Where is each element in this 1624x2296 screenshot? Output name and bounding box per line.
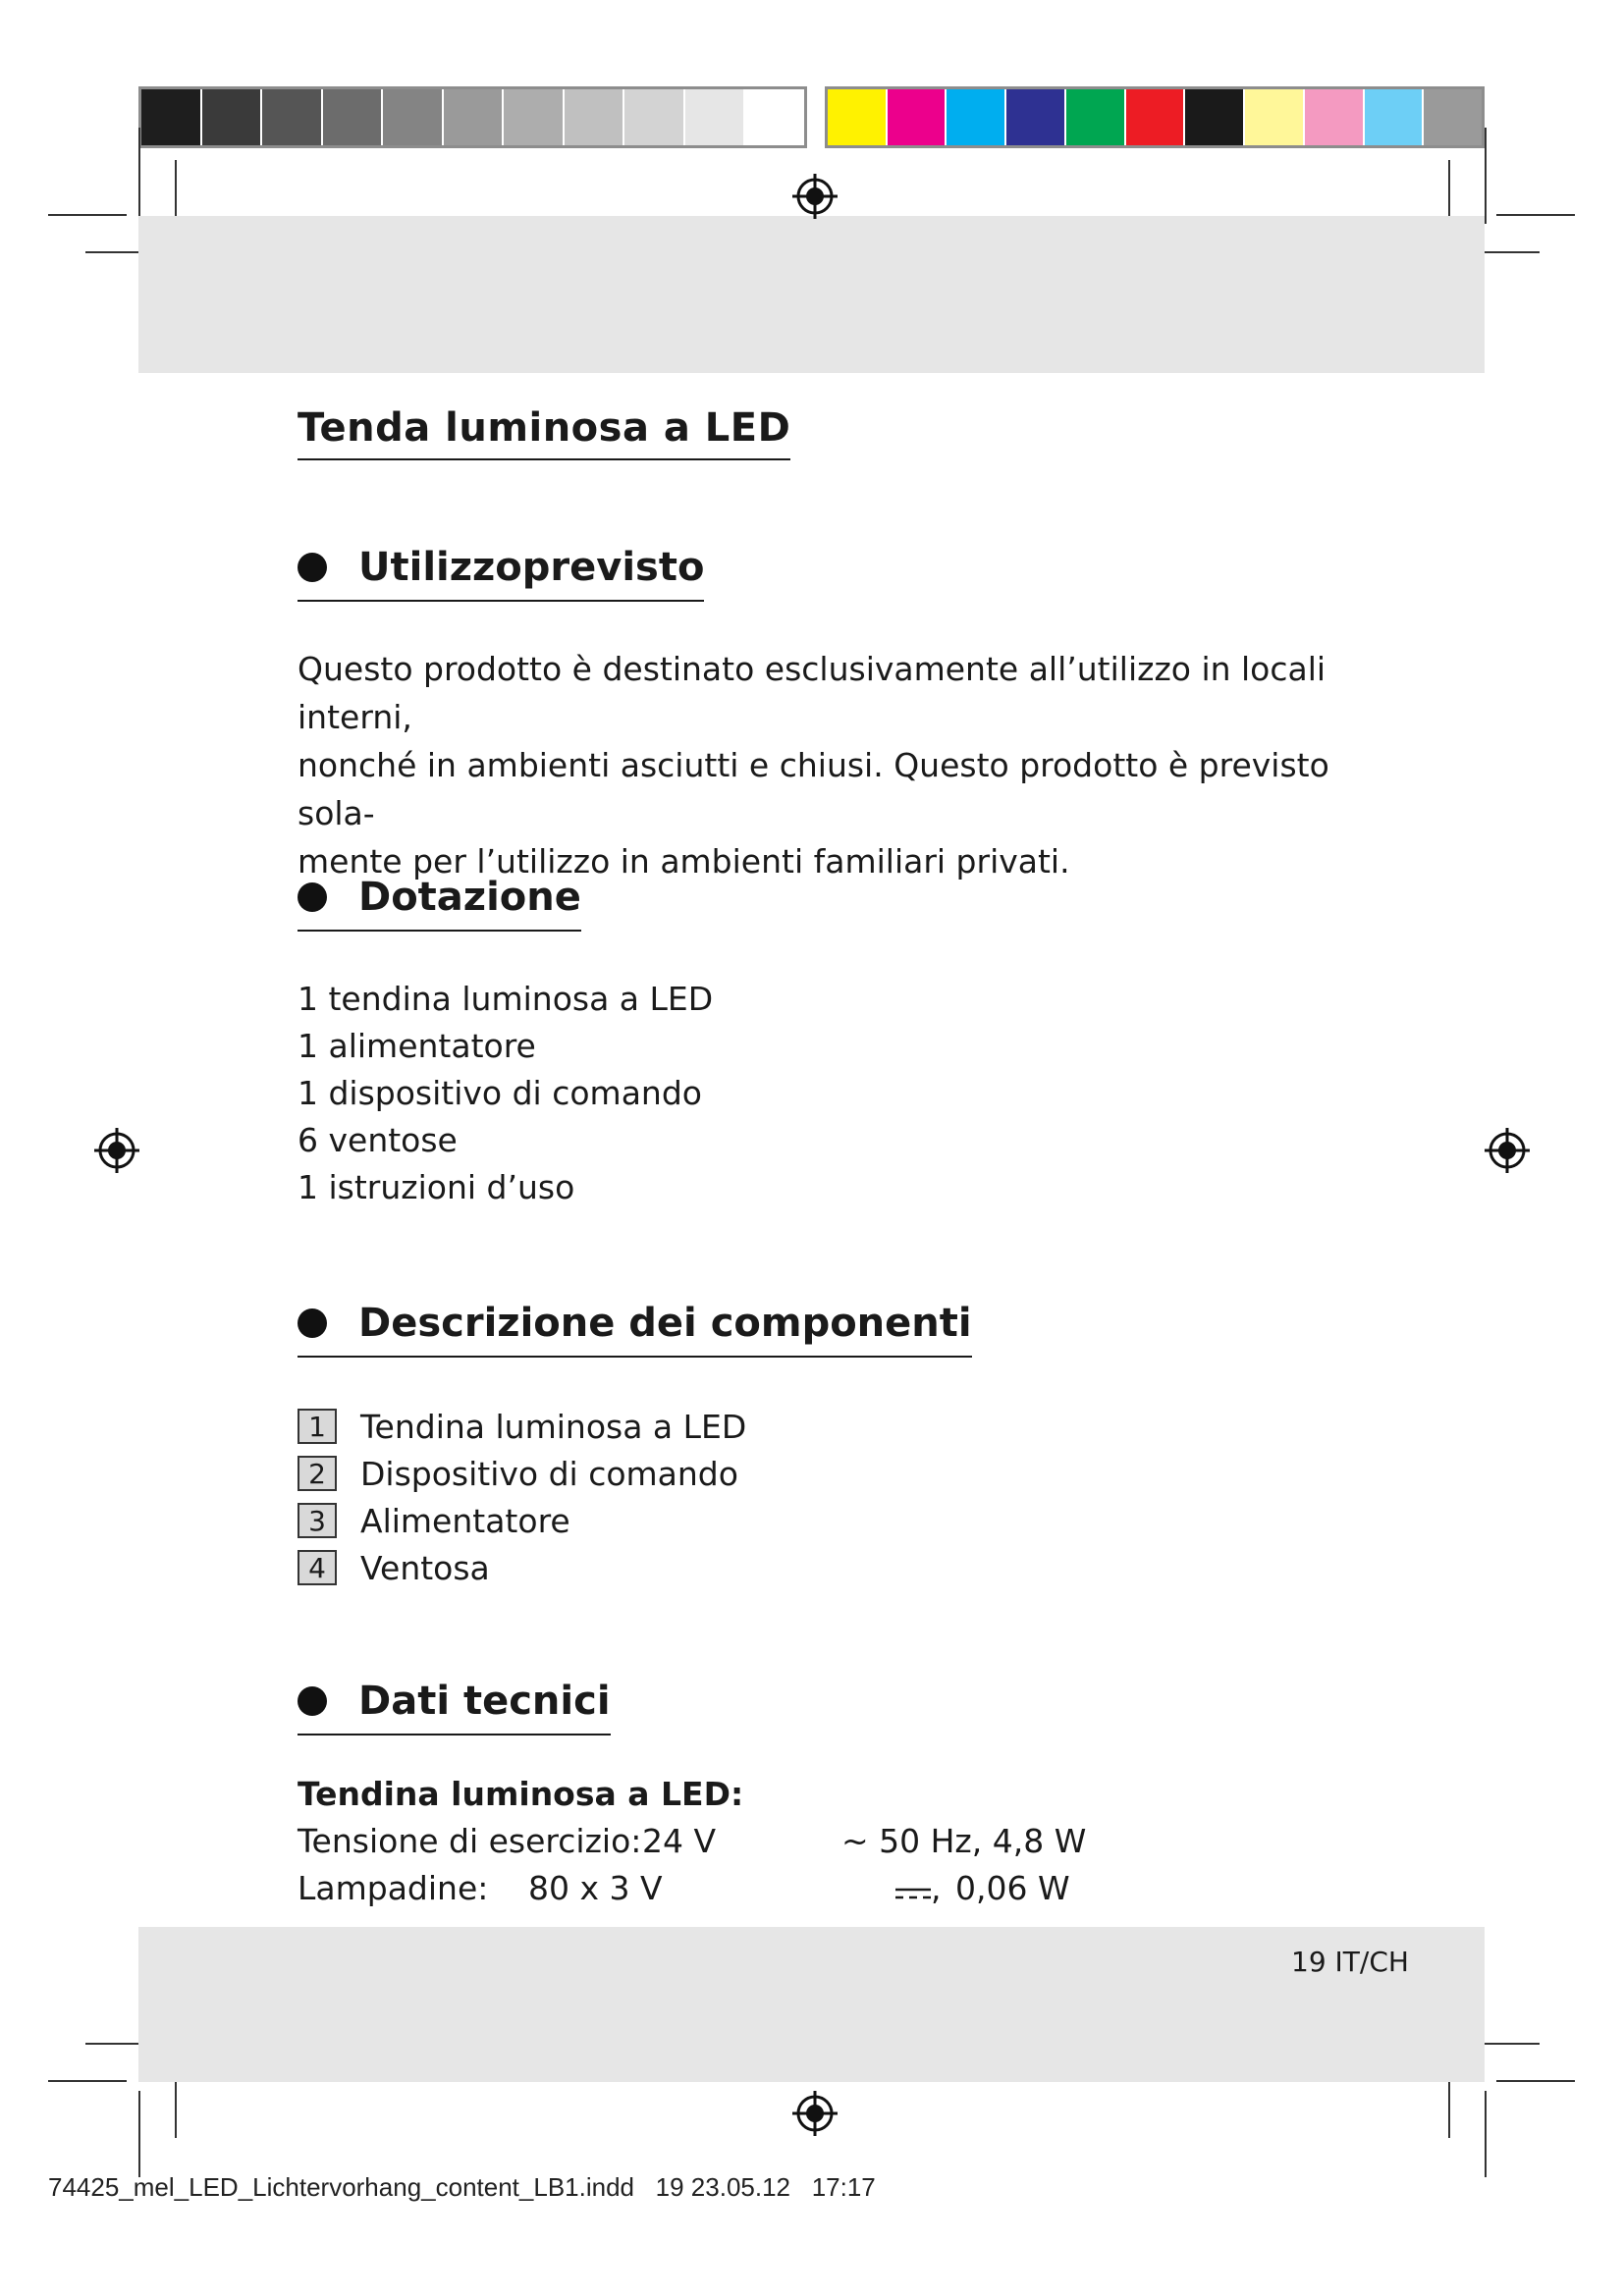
component-row: [298, 1497, 1358, 1544]
crop-mark: [1485, 128, 1487, 224]
color-swatch: [888, 89, 947, 145]
color-swatch: [1185, 89, 1245, 145]
spec-value: 24 V: [642, 1822, 717, 1860]
paragraph-line: Questo prodotto è destinato esclusivamente all’utilizzo in locali interni,: [298, 650, 1326, 736]
list-item: 1 alimentatore: [298, 1027, 536, 1065]
spec-extra: 0,06 W: [955, 1869, 1070, 1907]
color-swatch: [565, 89, 625, 145]
color-swatch: [1305, 89, 1365, 145]
color-swatch: [1365, 89, 1425, 145]
color-swatch: [947, 89, 1006, 145]
component-number-box: 3: [298, 1503, 337, 1538]
crop-mark: [1481, 251, 1540, 253]
registration-target-icon: [790, 172, 839, 221]
color-swatch: [745, 89, 804, 145]
bottom-band: [138, 1927, 1485, 2082]
bullet-icon: [298, 882, 327, 912]
color-swatch: [1066, 89, 1126, 145]
color-swatch: [323, 89, 384, 145]
spec-extra: ~ 50 Hz, 4,8 W: [841, 1822, 1087, 1860]
component-label: Ventosa: [360, 1548, 490, 1587]
page-title: Tenda luminosa a LED: [298, 405, 790, 460]
component-number-box: 4: [298, 1550, 337, 1585]
component-label: Alimentatore: [360, 1501, 570, 1540]
crop-mark: [1485, 2091, 1487, 2177]
crop-mark: [1496, 2080, 1575, 2082]
color-swatch: [141, 89, 202, 145]
bullet-icon: [298, 1308, 327, 1338]
component-label: Tendina luminosa a LED: [360, 1407, 747, 1446]
file-slug: 74425_mel_LED_Lichtervorhang_content_LB1.indd 19 23.05.12 17:17: [48, 2172, 876, 2202]
list-item: 6 ventose: [298, 1121, 458, 1159]
section-heading-tech: [298, 1679, 611, 1735]
component-row: [298, 1450, 1358, 1497]
list-item: 1 dispositivo di comando: [298, 1074, 702, 1112]
color-swatch: [444, 89, 505, 145]
section-heading-text: Descrizione dei componenti: [358, 1301, 972, 1346]
crop-mark: [48, 2080, 127, 2082]
page-number: 19 IT/CH: [1291, 1946, 1409, 1978]
dc-symbol-icon: [895, 1887, 931, 1902]
section-heading-text: Dotazione: [358, 875, 581, 920]
list-item: 1 istruzioni d’uso: [298, 1168, 575, 1206]
tech-subheading: Tendina luminosa a LED:: [298, 1775, 744, 1813]
bullet-icon: [298, 553, 327, 582]
contents-list: [298, 976, 1358, 1211]
color-swatch: [828, 89, 888, 145]
color-swatch: [1126, 89, 1186, 145]
section-heading-components: [298, 1301, 972, 1358]
components-list: [298, 1403, 1358, 1591]
color-swatch: [685, 89, 746, 145]
registration-target-icon: [790, 2089, 839, 2138]
section-heading-text: Utilizzoprevisto: [358, 545, 705, 590]
color-swatch: [1006, 89, 1066, 145]
color-swatch: [383, 89, 444, 145]
color-swatch: [202, 89, 263, 145]
component-number-box: 1: [298, 1409, 337, 1444]
paragraph-line: mente per l’utilizzo in ambienti familiari privati.: [298, 842, 1070, 881]
section-heading-contents: [298, 875, 581, 932]
section-heading-text: Dati tecnici: [358, 1679, 611, 1724]
color-swatch: [1424, 89, 1482, 145]
component-label: Dispositivo di comando: [360, 1454, 738, 1493]
spec-label: Lampadine:: [298, 1869, 489, 1907]
color-swatch: [1245, 89, 1305, 145]
registration-target-icon: [1483, 1126, 1532, 1175]
color-swatch: [262, 89, 323, 145]
spec-value: 80 x 3 V: [528, 1869, 663, 1907]
section-heading-intended-use: [298, 545, 704, 602]
list-item: 1 tendina luminosa a LED: [298, 980, 714, 1018]
greyscale-bar: [138, 86, 807, 148]
crop-mark: [1496, 214, 1575, 216]
paragraph-line: nonché in ambienti asciutti e chiusi. Questo prodotto è previsto sola-: [298, 746, 1329, 832]
intended-use-paragraph: [298, 645, 1358, 885]
component-row: [298, 1403, 1358, 1450]
component-number-box: 2: [298, 1456, 337, 1491]
color-swatch: [504, 89, 565, 145]
color-swatch: [624, 89, 685, 145]
spec-label: Tensione di esercizio:: [298, 1822, 642, 1860]
component-row: [298, 1544, 1358, 1591]
top-band: [138, 216, 1485, 373]
registration-target-icon: [92, 1126, 141, 1175]
spec-separator: ,: [931, 1869, 942, 1907]
crop-mark: [48, 214, 127, 216]
crop-mark: [138, 2091, 140, 2177]
crop-mark: [1481, 2043, 1540, 2045]
crop-mark: [138, 128, 140, 224]
bullet-icon: [298, 1686, 327, 1716]
color-bar: [825, 86, 1485, 148]
